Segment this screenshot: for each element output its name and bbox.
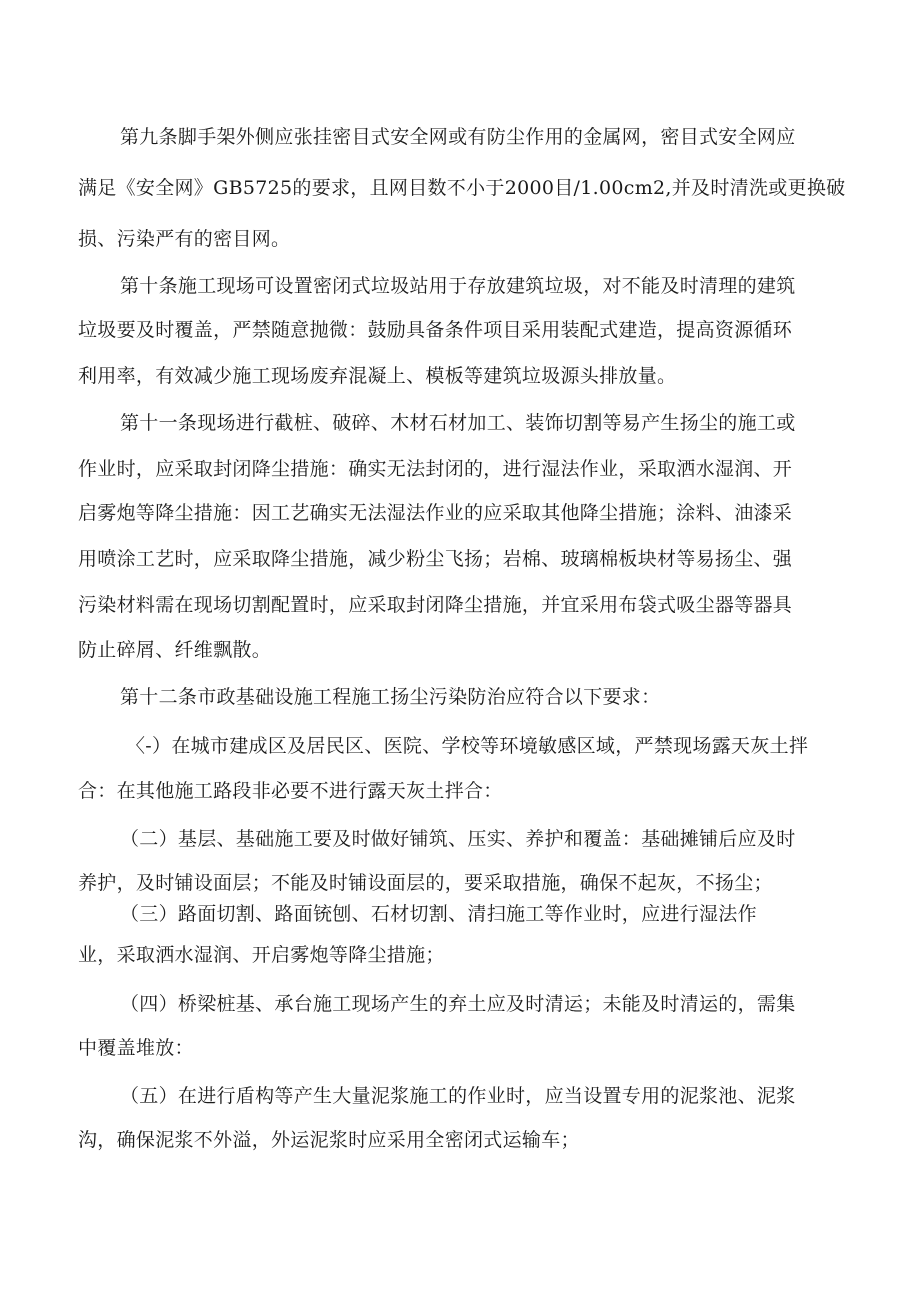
article-12-item-5-line-2: 沟，确保泥浆不外溢，外运泥浆时应采用全密闭式运输车；	[78, 1129, 580, 1151]
article-12-heading: 第十二条市政基础设施工程施工扬尘污染防治应符合以下要求：	[120, 686, 661, 708]
article-12-item-3-line-1: （三）路面切割、路面铳刨、石材切割、清扫施工等作业时，应进行湿法作	[120, 903, 757, 925]
article-12-item-4-line-1: （四）桥梁桩基、承台施工现场产生的弃土应及时清运；未能及时清运的，需集	[120, 993, 796, 1015]
article-9-line-2: 满足《安全网》GB5725的要求，且网目数不小于2000目/1.00cm2,并及时清洗或更换破	[78, 177, 846, 199]
article-12-item-1-line-1: 〈-）在城市建成区及居民区、医院、学校等环境敏感区域，严禁现场露天灰土拌	[126, 735, 809, 757]
article-11-line-5: 污染材料需在现场切割配置时，应采取封闭降尘措施，并宜采用布袋式吸尘器等器具	[78, 594, 793, 616]
article-11-line-6: 防止碎屑、纤维飘散。	[78, 639, 272, 661]
article-10-line-3: 利用率，有效减少施工现场废弃混凝上、模板等建筑垃圾源头排放量。	[78, 365, 677, 387]
article-11-line-3: 启雾炮等降尘措施：因工艺确实无法湿法作业的应采取其他降尘措施；涂料、油漆采	[78, 502, 793, 524]
article-12-item-4-line-2: 中覆盖堆放：	[78, 1037, 194, 1059]
article-9-line-1: 第九条脚手架外侧应张挂密目式安全网或有防尘作用的金属网，密目式安全网应	[120, 126, 796, 148]
article-11-line-2: 作业时，应采取封闭降尘措施：确实无法封闭的，进行湿法作业，采取洒水湿润、开	[78, 458, 793, 480]
article-12-item-1-line-2: 合：在其他施工路段非必要不进行露天灰土拌合：	[78, 780, 503, 802]
article-9-line-3: 损、污染严有的密目网。	[78, 228, 291, 250]
article-12-item-3-line-2: 业，采取洒水湿润、开启雾炮等降尘措施；	[78, 944, 445, 966]
article-11-line-4: 用喷涂工艺时，应采取降尘措施，减少粉尘飞扬；岩棉、玻璃棉板块材等易扬尘、强	[78, 548, 793, 570]
article-10-line-2: 垃圾要及时覆盖，严禁随意抛微：鼓励具备条件项目采用装配式建造，提高资源循环	[78, 319, 793, 341]
article-12-item-2-line-1: （二）基层、基础施工要及时做好铺筑、压实、养护和覆盖：基础摊铺后应及时	[120, 828, 796, 850]
article-10-line-1: 第十条施工现场可设置密闭式垃圾站用于存放建筑垃圾，对不能及时清理的建筑	[120, 275, 796, 297]
article-11-line-1: 第十一条现场进行截桩、破碎、木材石材加工、装饰切割等易产生扬尘的施工或	[120, 412, 796, 434]
article-12-item-5-line-1: （五）在进行盾构等产生大量泥浆施工的作业时，应当设置专用的泥浆池、泥浆	[120, 1085, 796, 1107]
article-12-item-2-line-2: 养护，及时铺设面层；不能及时铺设面层的，要采取措施，确保不起灰，不扬尘；	[78, 872, 773, 894]
